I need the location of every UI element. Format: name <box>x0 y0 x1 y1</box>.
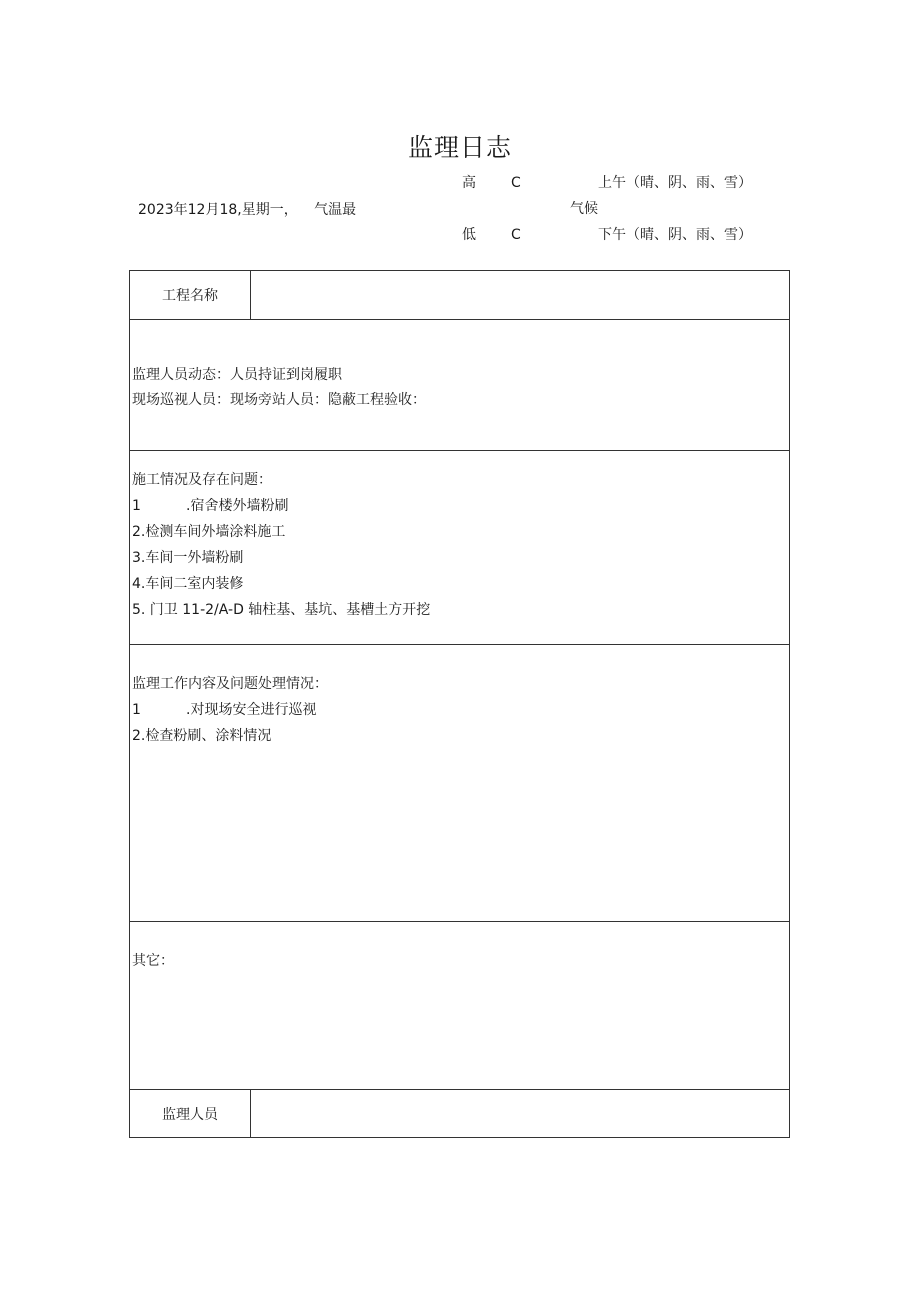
date-text: 2023年12月18,星期一， <box>138 202 298 218</box>
row-construction <box>130 451 789 645</box>
other-heading: 其它： <box>132 953 174 969</box>
supervision-log-table <box>129 270 790 1138</box>
construction-item: 3.车间一外墙粉刷 <box>132 550 244 566</box>
construction-item: 5. 门卫 11-2/A-D 轴柱基、基坑、基槽土方开挖 <box>132 602 431 618</box>
temperature-label: 气温最 <box>314 202 357 218</box>
personnel-status-line: 监理人员动态：人员持证到岗履职 <box>132 367 342 383</box>
construction-item <box>132 497 288 515</box>
supervision-item-text: .对现场安全进行巡视 <box>186 702 317 718</box>
supervisor-label: 监理人员 <box>130 1090 251 1137</box>
row-project-name <box>130 271 789 320</box>
project-name-label: 工程名称 <box>130 271 251 319</box>
construction-item: 4.车间二室内装修 <box>132 576 244 592</box>
document-title: 监理日志 <box>407 133 512 162</box>
construction-heading: 施工情况及存在问题： <box>132 472 272 488</box>
construction-item-text: .宿舍楼外墙粉刷 <box>186 498 289 514</box>
temp-high-unit: C <box>511 175 521 191</box>
supervision-item-number: 1 <box>132 702 141 718</box>
weather-am: 上午（晴、阴、雨、雪） <box>598 175 752 191</box>
row-supervision-work <box>130 645 789 922</box>
project-name-field[interactable] <box>251 271 789 319</box>
row-other <box>130 922 789 1090</box>
supervision-item <box>132 701 316 719</box>
construction-item: 2.检测车间外墙涂料施工 <box>132 524 286 540</box>
inspection-staff-line: 现场巡视人员：现场旁站人员：隐蔽工程验收： <box>132 392 426 408</box>
weather-pm: 下午（晴、阴、雨、雪） <box>598 227 752 243</box>
construction-item-number: 1 <box>132 498 141 514</box>
header-date <box>138 201 356 219</box>
supervision-heading: 监理工作内容及问题处理情况： <box>132 676 328 692</box>
weather-label: 气候 <box>570 201 598 217</box>
temp-low-unit: C <box>511 227 521 243</box>
supervision-item: 2.检查粉刷、涂料情况 <box>132 728 272 744</box>
row-personnel <box>130 320 789 451</box>
supervisor-field[interactable] <box>251 1090 789 1137</box>
temp-high-label: 高 <box>462 175 476 191</box>
temp-low-label: 低 <box>462 227 476 243</box>
row-supervisor <box>130 1090 789 1137</box>
